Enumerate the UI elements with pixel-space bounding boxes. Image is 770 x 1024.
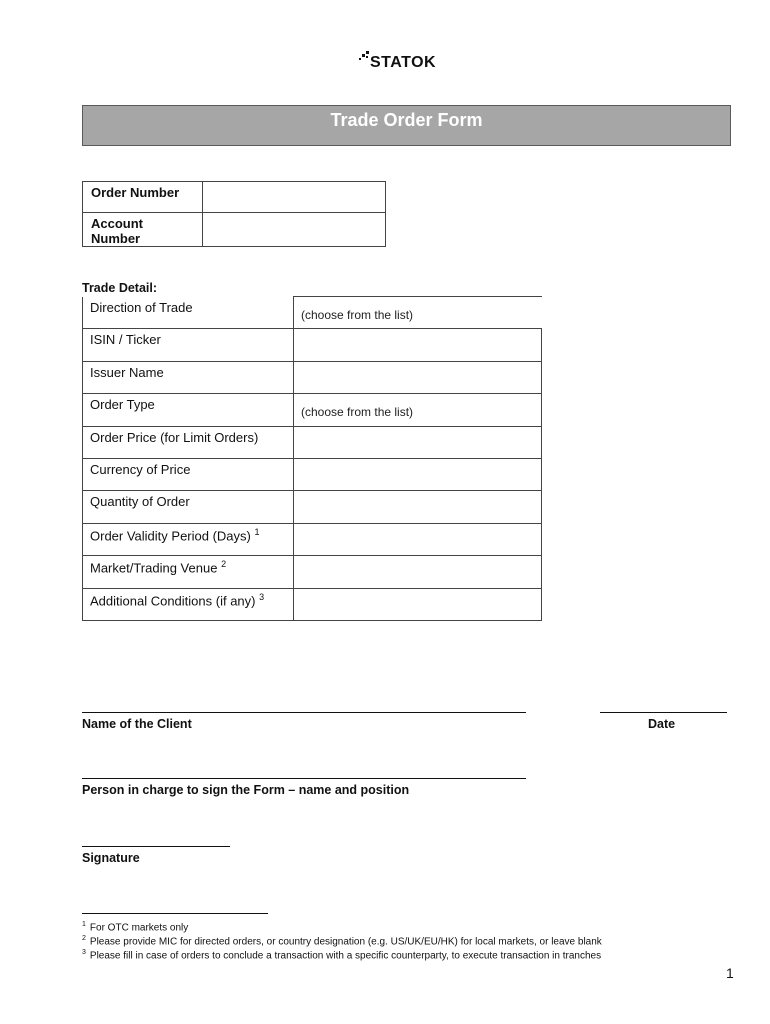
table-row	[83, 556, 542, 588]
table-row	[83, 588, 542, 620]
trade-field-label: ISIN / Ticker	[83, 329, 294, 361]
person-in-charge-line[interactable]	[82, 778, 526, 779]
table-row	[83, 361, 542, 393]
trade-field-label: Issuer Name	[83, 361, 294, 393]
table-row	[83, 182, 386, 213]
trade-field-input[interactable]	[294, 426, 542, 458]
table-row	[83, 394, 542, 426]
trade-field-select[interactable]: (choose from the list)	[294, 297, 542, 329]
trade-field-label: Market/Trading Venue $^2$	[83, 556, 294, 588]
table-row	[83, 491, 542, 523]
trade-detail-table	[82, 296, 542, 621]
form-title: Trade Order Form	[82, 105, 731, 146]
table-row	[83, 297, 542, 329]
footnote-3: $^3$ Please fill in case of orders to conclude a transaction with a specific counterparty, to execute transaction in tranches	[82, 949, 602, 962]
trade-detail-heading: Trade Detail:	[82, 281, 158, 295]
table-row	[83, 426, 542, 458]
trade-field-label: Direction of Trade	[83, 297, 294, 329]
page-number: 1	[726, 965, 734, 981]
signature-line[interactable]	[82, 846, 230, 847]
trade-field-label: Additional Conditions (if any) $^3$	[83, 588, 294, 620]
table-row	[83, 329, 542, 361]
client-name-label: Name of the Client	[82, 717, 192, 731]
logo-mark-icon	[358, 48, 370, 62]
date-line[interactable]	[600, 712, 727, 713]
logo-text: STATOK	[370, 54, 437, 71]
order-number-label: Order Number	[83, 182, 203, 213]
table-row	[83, 213, 386, 247]
account-number-field[interactable]	[203, 213, 386, 247]
order-number-field[interactable]	[203, 182, 386, 213]
trade-field-input[interactable]	[294, 588, 542, 620]
footnote-divider	[82, 913, 268, 914]
trade-field-label: Order Type	[83, 394, 294, 426]
footnote-1: $^1$ For OTC markets only	[82, 921, 189, 934]
order-ids-table	[82, 181, 386, 247]
signature-label: Signature	[82, 851, 140, 865]
trade-field-input[interactable]	[294, 329, 542, 361]
statok-logo	[358, 48, 436, 72]
person-in-charge-label: Person in charge to sign the Form – name and position	[82, 783, 410, 797]
trade-field-input[interactable]	[294, 361, 542, 393]
trade-field-label: Order Price (for Limit Orders)	[83, 426, 294, 458]
client-name-line[interactable]	[82, 712, 526, 713]
trade-field-label: Currency of Price	[83, 458, 294, 490]
trade-field-input[interactable]	[294, 523, 542, 555]
trade-field-input[interactable]	[294, 556, 542, 588]
account-number-label: Account Number	[83, 213, 203, 247]
trade-field-label: Order Validity Period (Days) $^1$	[83, 523, 294, 555]
trade-field-input[interactable]	[294, 458, 542, 490]
trade-field-label: Quantity of Order	[83, 491, 294, 523]
date-label: Date	[648, 717, 676, 731]
table-row	[83, 458, 542, 490]
trade-field-select[interactable]: (choose from the list)	[294, 394, 542, 426]
table-row	[83, 523, 542, 555]
footnote-2: $^2$ Please provide MIC for directed orders, or country designation (e.g. US/UK/EU/HK) for local markets, or leave blank	[82, 935, 602, 948]
trade-field-input[interactable]	[294, 491, 542, 523]
